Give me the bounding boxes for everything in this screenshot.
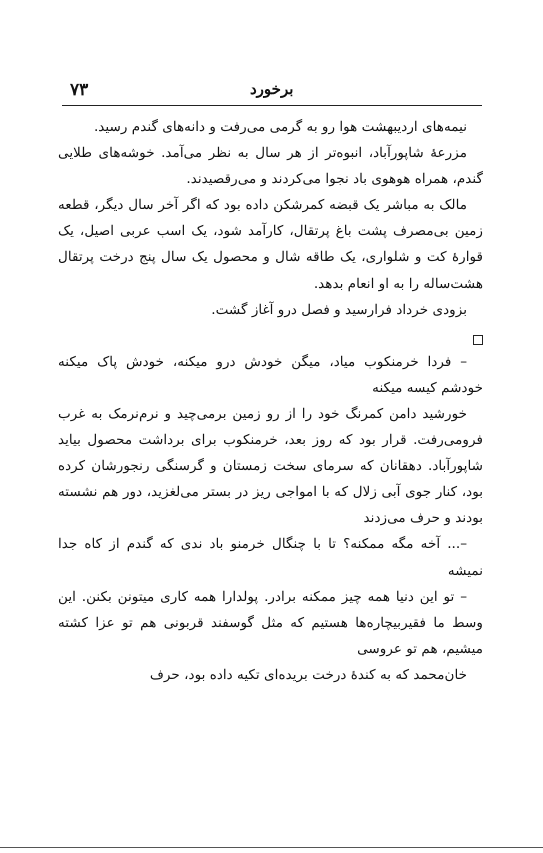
paragraph: مالک به مباشر یک قبضه کمرشکن داده بود که اگر آخر سال دیگر، قطعه زمین بی‌مصرف پشت باغ پرتقال، کارآمد شود، یک اسب عربی اصیل، یک قوارهٔ کت و شلواری، یک طاقه شال و محصول یک سال پنج درخت پرتقال هشت‌ساله را به او انعام بدهد. [58,197,483,292]
paragraph: خورشید دامن کمرنگ خود را از رو زمین برمی‌چید و نرم‌نرمک به غرب فرومی‌رفت. قرار بود که روز بعد، خرمنکوب برای برداشت محصول بیاید شاپورآباد. دهقانان که سرمای سخت زمستان و گرسنگی رنجورشان کرده بود، کنار جوی آبی زلال که با امواجی ریز در بستر می‌لغزید، دور هم نشسته بودند و حرف می‌زدند [58,405,483,527]
running-title: برخورد [250,80,294,98]
square-ornament-icon [473,335,483,345]
dialogue-line: –... آخه مگه ممکنه؟ تا با چنگال خرمنو باد ندی که گندم از کاه جدا نمیشه [58,536,483,579]
paragraph: مزرعهٔ شاپورآباد، انبوه‌تر از هر سال به نظر می‌آمد. خوشه‌های طلایی گندم، همراه هوهوی باد نجوا می‌کردند و می‌رقصیدند. [58,145,483,188]
paragraph: نیمه‌های اردیبهشت هوا رو به گرمی می‌رفت و دانه‌های گندم رسید. [93,119,467,135]
paragraph: بزودی خرداد فرارسید و فصل درو آغاز گشت. [211,301,467,318]
body-text [58,114,483,688]
page-bottom-edge [0,847,543,848]
dialogue-line: – فردا خرمنکوب میاد، میگن خودش درو میکنه، خودش پاک میکنه خودشم کیسه میکنه [58,353,483,396]
paragraph: خان‌محمد که به کندهٔ درخت بریده‌ای تکیه داده بود، حرف [149,666,467,683]
section-break-marker [58,331,483,349]
dialogue-line: – تو این دنیا همه چیز ممکنه برادر. پولدارا همه کاری میتونن بکنن. این وسط ما فقیربیچاره‌ها هستیم که مثل گوسفند قربونی هم تو عزا کشته میشیم، هم تو عروسی [58,588,483,657]
header-rule [62,105,482,106]
page-number: ۷۳ [70,80,89,100]
page-header [62,79,482,101]
